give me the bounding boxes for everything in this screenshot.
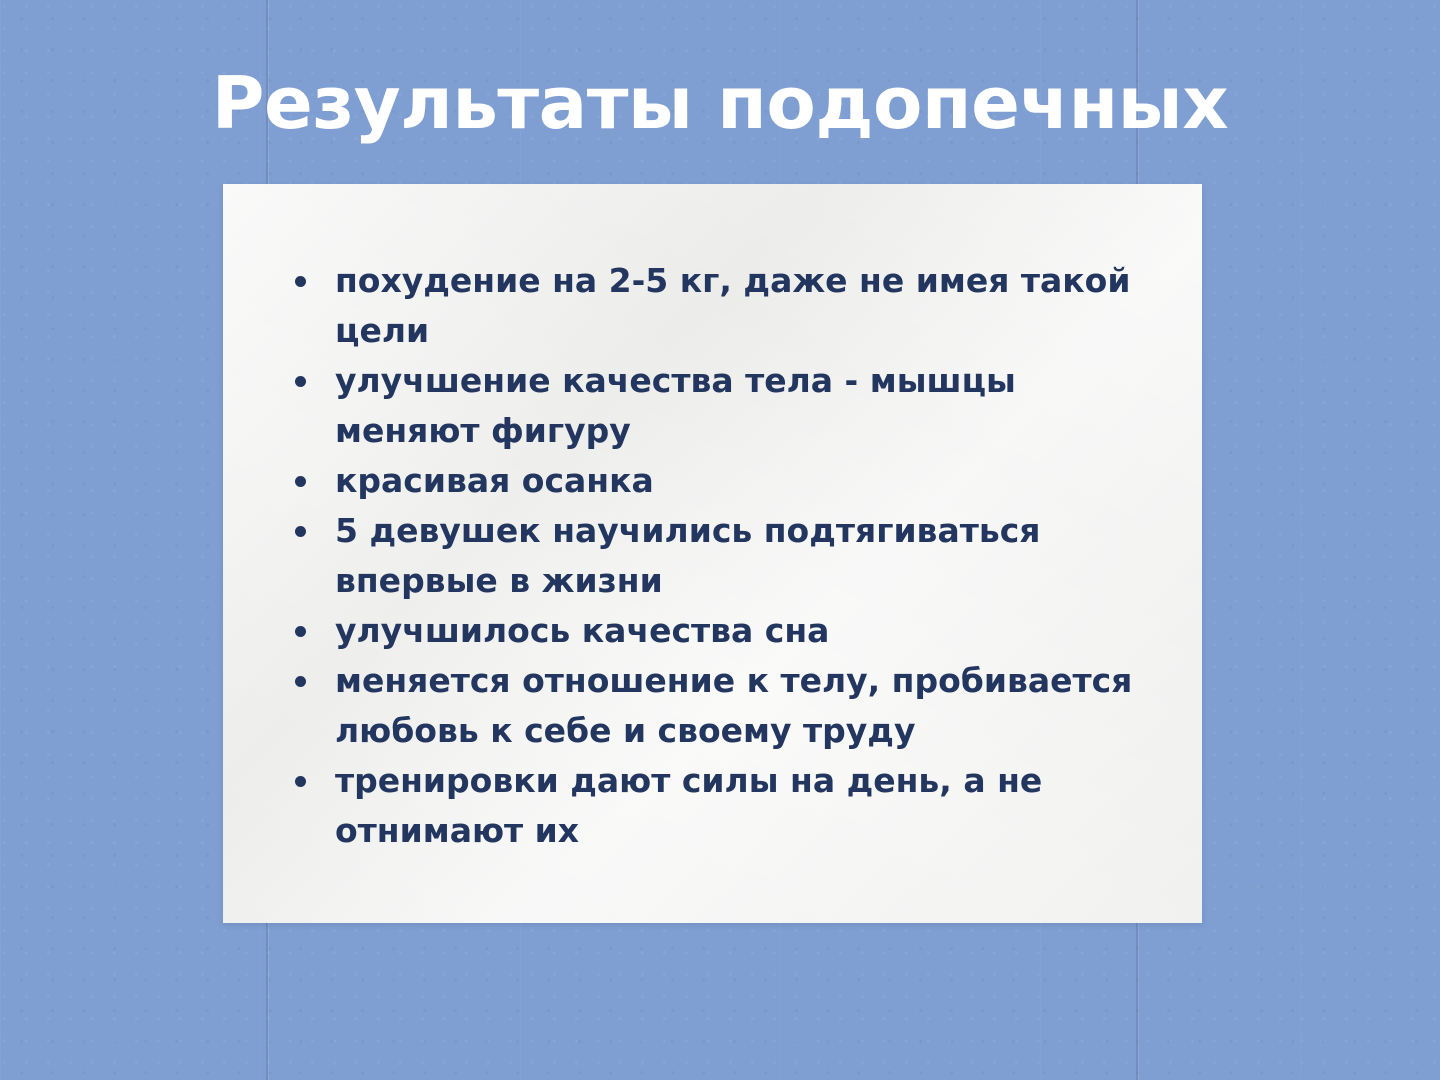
page-title: Результаты подопечных xyxy=(211,61,1229,145)
list-item xyxy=(333,506,1153,606)
list-item-text: тренировки дают силы на день, а не отнимают их xyxy=(335,761,1043,850)
bullet-icon xyxy=(295,476,306,487)
results-card xyxy=(223,184,1202,923)
list-item xyxy=(333,656,1153,756)
bullet-icon xyxy=(295,376,306,387)
list-item-text: 5 девушек научились подтягиваться впервые в жизни xyxy=(335,511,1041,600)
bullet-icon xyxy=(295,276,306,287)
bullet-icon xyxy=(295,526,306,537)
list-item xyxy=(333,456,1153,506)
list-item xyxy=(333,756,1153,856)
list-item-text: улучшение качества тела - мышцы меняют фигуру xyxy=(335,361,1016,450)
bullet-icon xyxy=(295,626,306,637)
list-item-text: улучшилось качества сна xyxy=(335,611,830,650)
bullet-icon xyxy=(295,776,306,787)
list-item xyxy=(333,606,1153,656)
list-item xyxy=(333,356,1153,456)
list-item-text: красивая осанка xyxy=(335,461,654,500)
bullet-icon xyxy=(295,676,306,687)
list-item-text: похудение на 2-5 кг, даже не имея такой цели xyxy=(335,261,1131,350)
list-item-text: меняется отношение к телу, пробивается любовь к себе и своему труду xyxy=(335,661,1133,750)
list-item xyxy=(333,256,1153,356)
results-list xyxy=(333,256,1153,856)
